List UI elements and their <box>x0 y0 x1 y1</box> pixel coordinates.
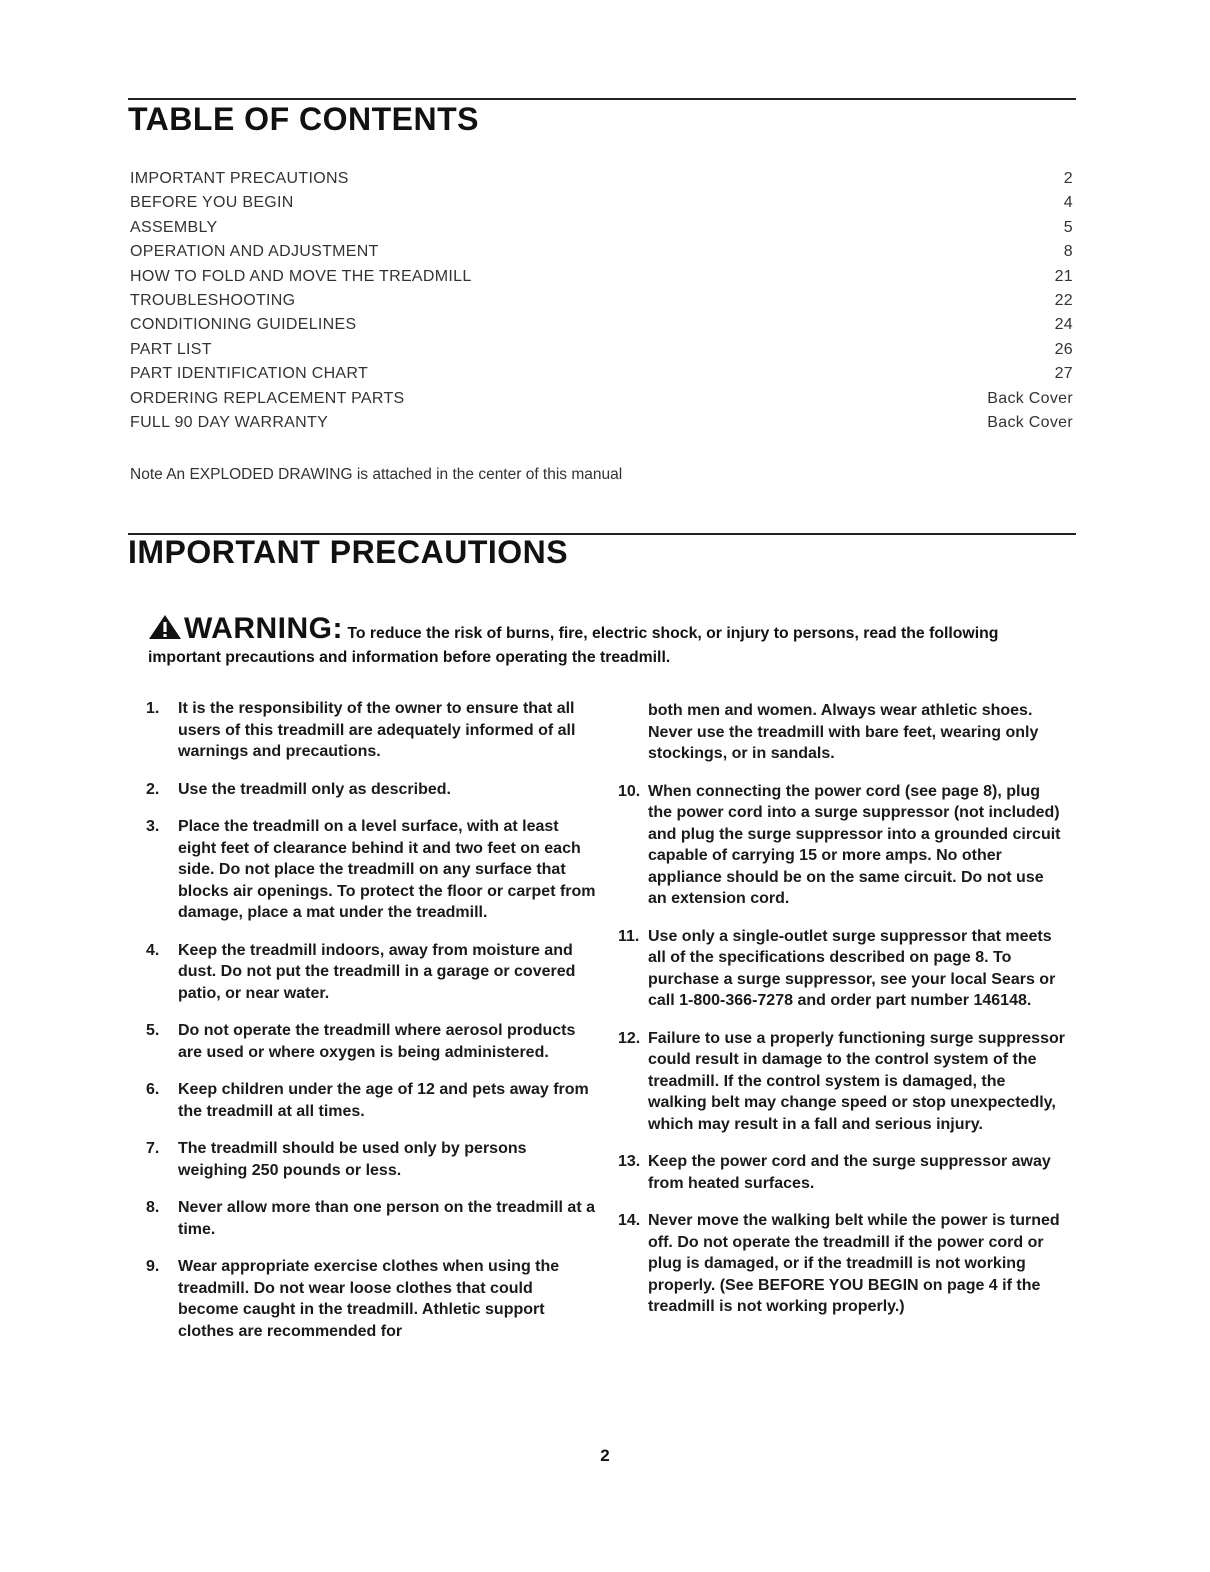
toc-entry-page: 8 <box>1063 243 1073 261</box>
toc-entry[interactable] <box>130 194 1073 218</box>
precaution-number: 9. <box>146 1258 160 1275</box>
precaution-text: Do not operate the treadmill where aerosol products are used or where oxygen is being administered. <box>178 1022 576 1061</box>
toc-entry-page: Back Cover <box>987 413 1073 431</box>
precaution-text: Keep children under the age of 12 and pets away from the treadmill at all times. <box>178 1081 589 1120</box>
precaution-number: 4. <box>146 941 160 959</box>
precaution-number: 3. <box>146 818 160 835</box>
precaution-item <box>146 698 596 763</box>
precaution-continuation <box>616 700 1066 765</box>
precaution-text: It is the responsibility of the owner to ensure that all users of this treadmill are adequately informed of all warnings and precautions. <box>178 700 576 760</box>
precaution-item <box>146 1020 596 1063</box>
precaution-text: Never move the walking belt while the power is turned off. Do not operate the treadmill if the power cord or plug is damaged, or if the treadmill is not working properly. (See BEFORE YOU BEGIN on page 4 if the treadmill is not working properly.) <box>648 1212 1060 1315</box>
precaution-item <box>616 1028 1066 1136</box>
precaution-item <box>616 926 1066 1012</box>
toc-entry-page: 21 <box>1054 267 1073 285</box>
precaution-text: Keep the treadmill indoors, away from moisture and dust. Do not put the treadmill in a garage or covered patio, or near water. <box>178 941 576 1002</box>
warning-statement <box>148 614 1068 669</box>
precaution-item <box>616 781 1066 910</box>
toc-note: Note An EXPLODED DRAWING is attached in the center of this manual <box>130 466 623 483</box>
toc-entry-label: CONDITIONING GUIDELINES <box>130 316 357 334</box>
precaution-item <box>146 1079 596 1122</box>
warning-label: WARNING: <box>184 612 343 645</box>
toc-entry-label: PART IDENTIFICATION CHART <box>130 365 369 383</box>
precautions-title: IMPORTANT PRECAUTIONS <box>128 534 569 570</box>
precaution-text: Keep the power cord and the surge suppressor away from heated surfaces. <box>648 1153 1051 1192</box>
toc-entry-label: ASSEMBLY <box>130 218 218 236</box>
precautions-left-column <box>146 698 596 1358</box>
precaution-number: 1. <box>146 700 160 717</box>
precaution-text: When connecting the power cord (see page 8), plug the power cord into a surge suppressor (not included) and plug the surge suppressor into a grounded circuit capable of carrying 15 or more amps. No other appliance should be on the same circuit. Do not use an extension cord. <box>648 782 1061 907</box>
precaution-number: 14. <box>618 1212 641 1229</box>
toc-list <box>130 170 1073 438</box>
precaution-number: 12. <box>618 1029 641 1047</box>
top-rule <box>128 98 1076 100</box>
precaution-text: Use only a single-outlet surge suppressor that meets all of the specifications described on page 8. To purchase a surge suppressor, see your local Sears or call 1-800-366-7278 and order part number 146148. <box>648 927 1056 1009</box>
precaution-number: 7. <box>146 1140 160 1157</box>
precaution-item <box>616 1210 1066 1318</box>
toc-entry-page: 27 <box>1054 365 1073 383</box>
precaution-item <box>146 816 596 924</box>
precaution-text: both men and women. Always wear athletic shoes. Never use the treadmill with bare feet, wearing only stockings, or in sandals. <box>648 702 1039 762</box>
toc-entry-label: FULL 90 DAY WARRANTY <box>130 413 329 431</box>
toc-entry-label: OPERATION AND ADJUSTMENT <box>130 243 379 261</box>
toc-entry-label: PART LIST <box>130 340 212 358</box>
toc-entry[interactable] <box>130 341 1073 365</box>
toc-entry[interactable] <box>130 268 1073 292</box>
toc-title: TABLE OF CONTENTS <box>128 101 479 137</box>
toc-entry[interactable] <box>130 390 1073 414</box>
precaution-text: Place the treadmill on a level surface, with at least eight feet of clearance behind it and two feet on each side. Do not place the treadmill on any surface that blocks air openings. To protect the floor or carpet from damage, place a mat under the treadmill. <box>178 818 596 921</box>
precaution-text: The treadmill should be used only by persons weighing 250 pounds or less. <box>178 1140 527 1179</box>
precaution-text: Never allow more than one person on the treadmill at a time. <box>178 1199 595 1238</box>
toc-entry-label: TROUBLESHOOTING <box>130 291 296 309</box>
toc-entry-page: 24 <box>1054 316 1073 334</box>
precaution-item <box>146 940 596 1005</box>
precaution-item <box>146 1256 596 1342</box>
toc-entry-page: 22 <box>1054 291 1073 309</box>
precaution-text: Use the treadmill only as described. <box>178 780 451 798</box>
toc-entry-label: ORDERING REPLACEMENT PARTS <box>130 389 405 407</box>
toc-entry-page: Back Cover <box>987 389 1073 407</box>
precaution-item <box>146 1138 596 1181</box>
precaution-number: 5. <box>146 1022 160 1039</box>
precaution-text: Failure to use a properly functioning surge suppressor could result in damage to the control system of the treadmill. If the control system is damaged, the walking belt may change speed or stop unexpectedly, which may result in a fall and serious injury. <box>648 1029 1065 1133</box>
toc-entry[interactable] <box>130 243 1073 267</box>
precaution-number: 11. <box>618 927 640 945</box>
toc-entry[interactable] <box>130 316 1073 340</box>
precaution-item <box>146 1197 596 1240</box>
toc-entry-page: 2 <box>1063 170 1073 187</box>
precaution-number: 13. <box>618 1153 641 1170</box>
toc-entry[interactable] <box>130 292 1073 316</box>
precaution-number: 6. <box>146 1081 160 1098</box>
precaution-number: 8. <box>146 1199 160 1216</box>
toc-entry-page: 4 <box>1063 194 1073 212</box>
toc-entry-label: BEFORE YOU BEGIN <box>130 194 294 212</box>
precautions-right-column <box>616 700 1066 1334</box>
toc-entry-label: HOW TO FOLD AND MOVE THE TREADMILL <box>130 267 472 285</box>
toc-entry[interactable] <box>130 219 1073 243</box>
toc-entry[interactable] <box>130 365 1073 389</box>
precaution-text: Wear appropriate exercise clothes when using the treadmill. Do not wear loose clothes that could become caught in the treadmill. Athletic support clothes are recommended for <box>178 1258 560 1340</box>
precaution-number: 2. <box>146 780 160 798</box>
toc-entry-label: IMPORTANT PRECAUTIONS <box>130 170 349 187</box>
warning-text: To reduce the risk of burns, fire, electric shock, or injury to persons, read the following important precautions and information before operating the treadmill. <box>148 625 999 666</box>
toc-entry-page: 5 <box>1063 218 1073 236</box>
precaution-number: 10. <box>618 782 641 800</box>
precaution-item <box>146 779 596 801</box>
precaution-item <box>616 1151 1066 1194</box>
page-number: 2 <box>600 1446 610 1465</box>
warning-triangle-icon <box>148 614 182 647</box>
toc-entry-page: 26 <box>1054 340 1073 358</box>
toc-entry[interactable] <box>130 414 1073 438</box>
toc-entry[interactable] <box>130 170 1073 194</box>
